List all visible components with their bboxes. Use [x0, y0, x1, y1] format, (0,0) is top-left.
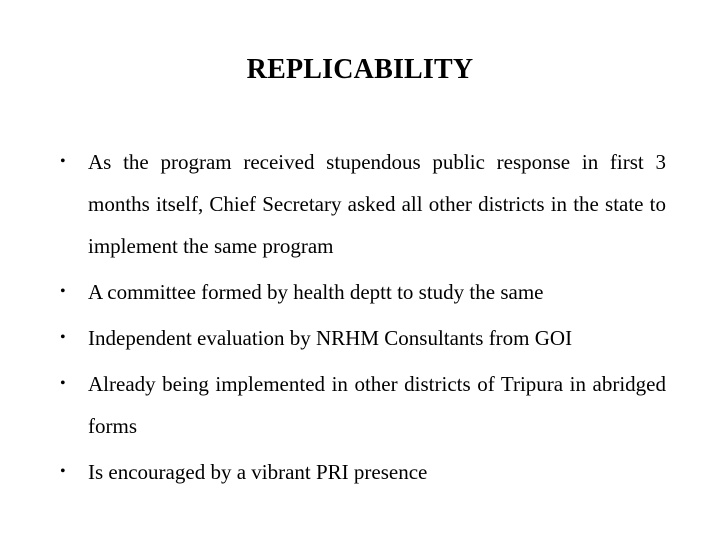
bullet-icon: •: [60, 463, 66, 480]
bullet-item: [58, 363, 666, 447]
bullet-text: Is encouraged by a vibrant PRI presence: [88, 460, 428, 484]
bullet-icon: •: [60, 283, 66, 300]
bullet-icon: •: [60, 375, 66, 392]
slide-title: REPLICABILITY: [246, 54, 474, 85]
bullet-item: [58, 317, 666, 359]
bullet-icon: •: [60, 153, 66, 170]
bullet-text: Already being implemented in other districts of Tripura in abridged forms: [88, 372, 666, 438]
bullet-icon: •: [60, 329, 66, 346]
bullet-item: [58, 141, 666, 267]
bullet-item: [58, 451, 666, 493]
bullet-text: As the program received stupendous public response in first 3 months itself, Chief Secretary asked all other districts in the state to implement the same program: [88, 150, 666, 258]
bullet-text: A committee formed by health deptt to study the same: [88, 280, 544, 304]
bullet-item: [58, 271, 666, 313]
bullet-text: Independent evaluation by NRHM Consultants from GOI: [88, 326, 573, 350]
bullet-list: [58, 141, 666, 497]
